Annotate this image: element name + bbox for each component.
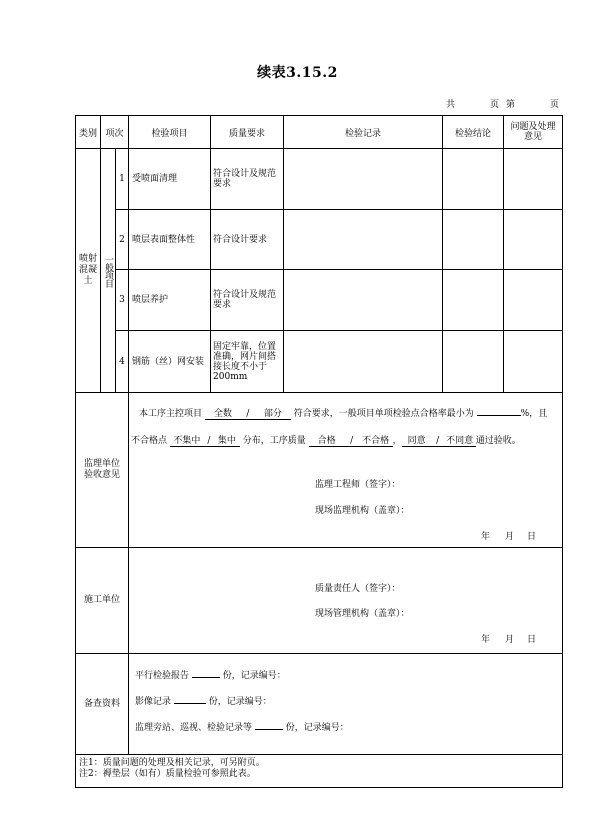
- option-not-concentrated[interactable]: 不集中: [170, 436, 204, 447]
- row-number: 4: [116, 331, 129, 393]
- date-year-label: 年: [481, 532, 491, 542]
- supervision-line2: 不合格点 不集中 / 集中 分布，工序质量 合格 / 不合格 ， 同意 / 不同意 通过验收。: [131, 436, 521, 446]
- header-item-no: 项次: [101, 116, 129, 149]
- construction-section: [76, 548, 563, 654]
- reference-line3: 监理旁站、巡视、检验记录等 份，记录编号：: [135, 723, 349, 733]
- option-concentrated[interactable]: 集中: [214, 436, 240, 447]
- reference-label: 备查资料: [76, 654, 129, 755]
- note-1: 注1：质量问题的处理及相关记录，可另附页。: [79, 758, 265, 768]
- row-inspection-item: 钢筋（丝）网安装: [129, 331, 211, 393]
- page-no-suffix: 页: [550, 100, 560, 110]
- notes-cell: [76, 755, 563, 788]
- option-disagree[interactable]: 不同意: [444, 436, 476, 447]
- supervision-label: [76, 393, 129, 548]
- table-row: [76, 331, 563, 393]
- row-number: 1: [116, 149, 129, 210]
- row-quality-requirement: 符合设计及规范要求: [211, 149, 284, 210]
- subcategory-cell: [101, 149, 116, 393]
- option-agree[interactable]: 同意: [402, 436, 432, 447]
- row-conclusion[interactable]: [443, 331, 504, 393]
- header-conclusion: 检验结论: [443, 116, 504, 149]
- construction-org-seal[interactable]: 现场管理机构（盖章）：: [315, 609, 410, 619]
- reference-area: [129, 654, 563, 755]
- row-issue-opinion[interactable]: [504, 270, 563, 331]
- row-quality-requirement: 符合设计及规范要求: [211, 270, 284, 331]
- header-category: 类别: [76, 116, 101, 149]
- date-day-label: 日: [527, 532, 537, 542]
- date-year-label: 年: [481, 635, 491, 645]
- category-cell: [76, 149, 101, 393]
- reference-line1: 平行检验报告 份，记录编号：: [135, 671, 286, 681]
- row-conclusion[interactable]: [443, 270, 504, 331]
- row-number: 3: [116, 270, 129, 331]
- supervision-engineer-sign[interactable]: 监理工程师（签字）：: [315, 480, 401, 490]
- supervision-org-seal[interactable]: 现场监理机构（盖章）：: [315, 506, 410, 516]
- option-pass[interactable]: 合格: [309, 436, 345, 447]
- construction-label: 施工单位: [76, 548, 129, 654]
- notes-row: [76, 755, 563, 788]
- row-conclusion[interactable]: [443, 210, 504, 270]
- date-month-label: 月: [505, 635, 515, 645]
- page-no-prefix: 第: [506, 100, 516, 110]
- total-pages-prefix: 共: [446, 100, 456, 110]
- reference-section: [76, 654, 563, 755]
- header-inspection-item: 检验项目: [129, 116, 211, 149]
- row-inspection-item: 喷层表面整体性: [129, 210, 211, 270]
- row-inspection-record[interactable]: [284, 270, 443, 331]
- table-row: [76, 270, 563, 331]
- construction-responsible-sign[interactable]: 质量责任人（签字）：: [315, 584, 401, 594]
- row-inspection-item: 喷层养护: [129, 270, 211, 331]
- option-all[interactable]: 全数: [205, 409, 241, 420]
- supervision-record-count[interactable]: [255, 729, 283, 730]
- option-partial[interactable]: 部分: [255, 409, 291, 420]
- option-fail[interactable]: 不合格: [359, 436, 393, 447]
- row-conclusion[interactable]: [443, 149, 504, 210]
- date-day-label: 日: [527, 635, 537, 645]
- date-month-label: 月: [505, 532, 515, 542]
- row-issue-opinion[interactable]: [504, 210, 563, 270]
- row-issue-opinion[interactable]: [504, 149, 563, 210]
- row-number: 2: [116, 210, 129, 270]
- table-header-row: [76, 116, 563, 149]
- header-inspection-record: 检验记录: [284, 116, 443, 149]
- header-issue-line2: 意见: [524, 132, 543, 142]
- supervision-opinion-area: [129, 393, 563, 548]
- row-issue-opinion[interactable]: [504, 331, 563, 393]
- table-row: [76, 210, 563, 270]
- total-pages-suffix: 页: [490, 100, 500, 110]
- row-quality-requirement: 符合设计要求: [211, 210, 284, 270]
- row-quality-requirement: 固定牢靠，位置准确，网片间搭接长度不小于200mm: [211, 331, 284, 393]
- reference-line2: 影像记录 份，记录编号：: [135, 697, 272, 707]
- row-inspection-record[interactable]: [284, 210, 443, 270]
- header-issue-opinion: [504, 116, 563, 149]
- supervision-label-line1: 监理单位: [84, 459, 121, 469]
- header-issue-line1: 问题及处理: [510, 122, 556, 132]
- subcategory-name: 一般项目: [103, 254, 113, 287]
- note-2: 注2：褥垫层（如有）质量检验可参照此表。: [79, 769, 256, 779]
- form-title: 续表3.15.2: [257, 65, 338, 81]
- inspection-table: [75, 115, 563, 788]
- supervision-label-line2: 验收意见: [84, 470, 121, 480]
- row-inspection-record[interactable]: [284, 149, 443, 210]
- min-pass-rate-blank[interactable]: [477, 415, 521, 416]
- row-inspection-record[interactable]: [284, 331, 443, 393]
- table-row: [76, 149, 563, 210]
- supervision-section: [76, 393, 563, 548]
- row-inspection-item: 受喷面清理: [129, 149, 211, 210]
- supervision-line1: 本工序主控项目 全数 / 部分 符合要求，一般项目单项检验点合格率最小为 %，且: [139, 409, 548, 419]
- category-name: 喷射混凝土: [78, 254, 97, 286]
- video-record-count[interactable]: [174, 703, 206, 704]
- parallel-report-count[interactable]: [192, 677, 220, 678]
- construction-area: [129, 548, 563, 654]
- header-quality-requirement: 质量要求: [211, 116, 284, 149]
